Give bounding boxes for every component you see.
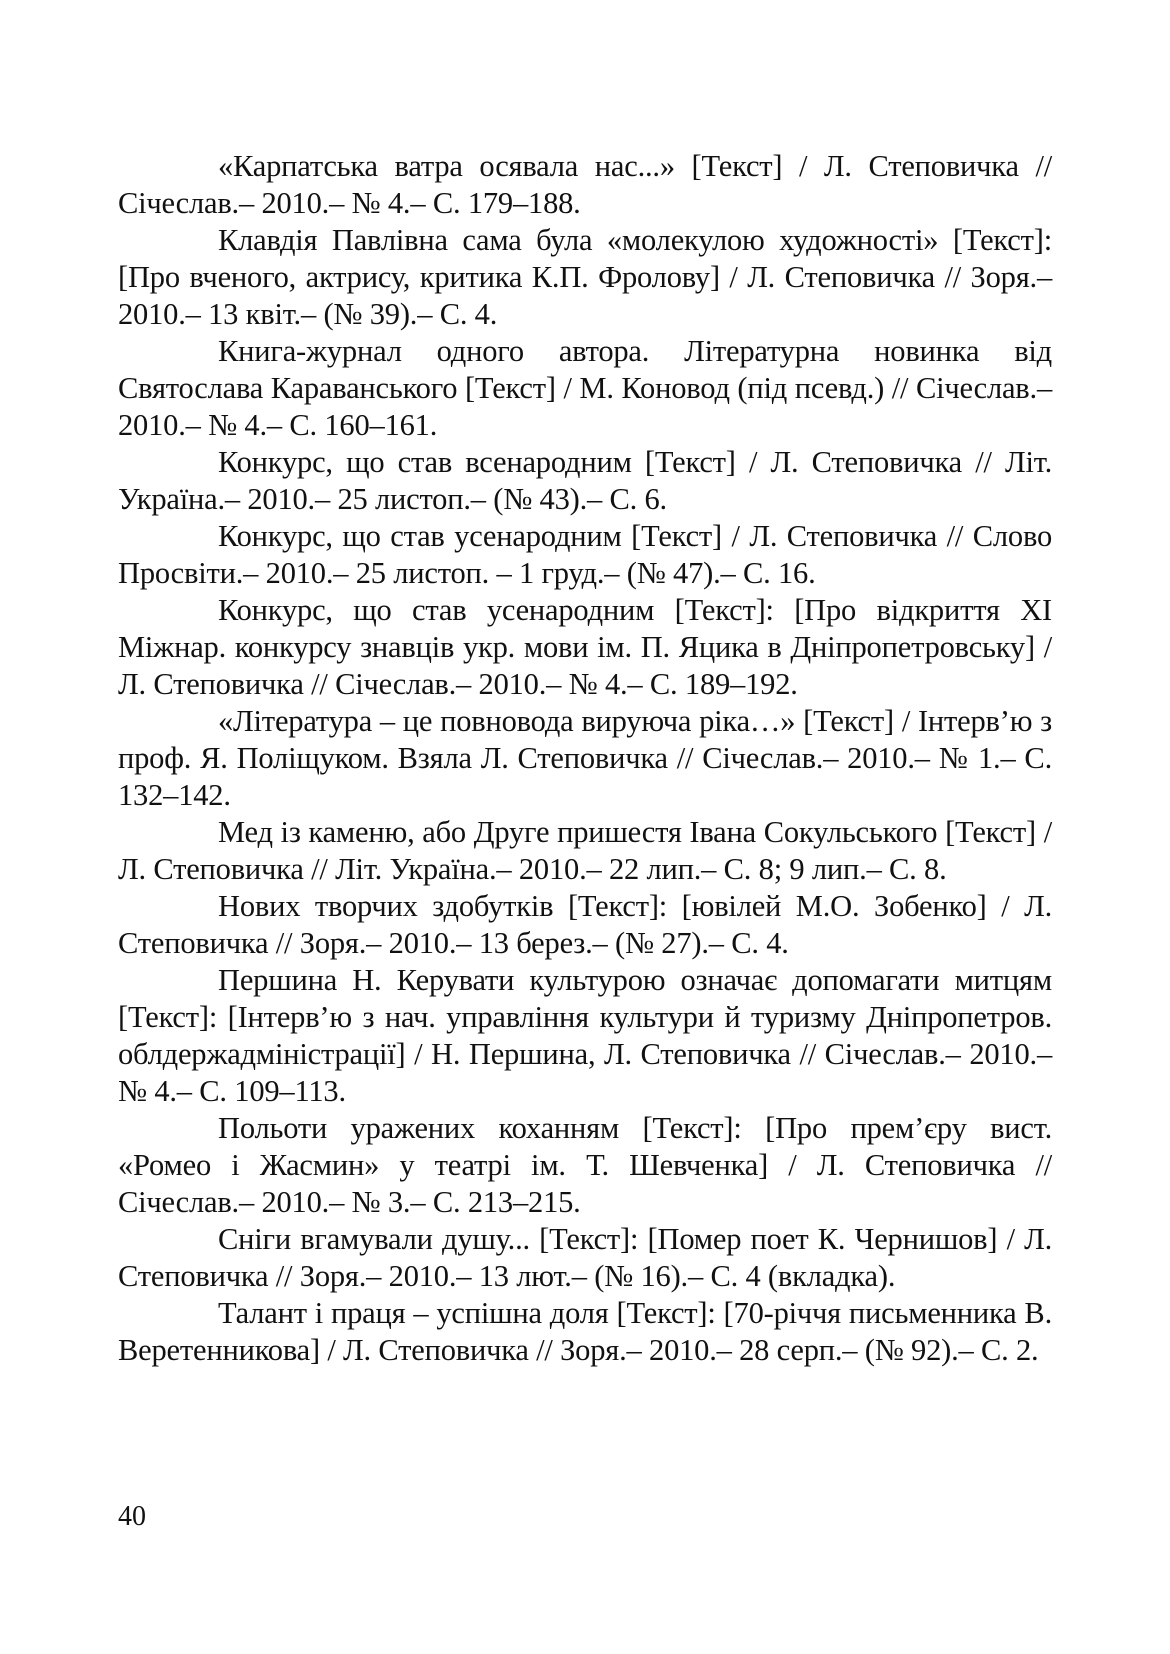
bibliography-entry: Книга-журнал одного автора. Літературна новинка від Святослава Караванського [Текст] / М. Коновод (під псевд.) // Січеслав.– 2010.– № 4.– С. 160–161. — [118, 334, 1052, 442]
bibliography-list — [118, 148, 1052, 1369]
page-number: 40 — [118, 1501, 146, 1532]
bibliography-entry: Конкурс, що став усенародним [Текст] / Л. Степовичка // Слово Просвіти.– 2010.– 25 листоп. – 1 груд.– (№ 47).– С. 16. — [118, 519, 1052, 590]
bibliography-entry: Талант і праця – успішна доля [Текст]: [70-річчя письменника В. Веретенникова] / Л. Степовичка // Зоря.– 2010.– 28 серп.– (№ 92).– С. 2. — [118, 1296, 1052, 1367]
bibliography-entry: Конкурс, що став усенародним [Текст]: [Про відкриття XI Міжнар. конкурсу знавців укр. мови ім. П. Яцика в Дніпропетровську] / Л. Степовичка // Січеслав.– 2010.– № 4.– С. 189–192. — [118, 593, 1052, 701]
bibliography-entry: Польоти уражених коханням [Текст]: [Про прем’єру вист. «Ромео і Жасмин» у театрі ім. Т. Шевченка] / Л. Степовичка // Січеслав.– 2010.– № 3.– С. 213–215. — [118, 1111, 1052, 1219]
bibliography-entry: Конкурс, що став всенародним [Текст] / Л. Степовичка // Літ. Україна.– 2010.– 25 листоп.– (№ 43).– С. 6. — [118, 445, 1052, 516]
bibliography-entry: Першина Н. Керувати культурою означає допомагати митцям [Текст]: [Інтерв’ю з нач. управління культури й туризму Дніпропетров. облдержадміністрації] / Н. Першина, Л. Степовичка // Січеслав.– 2010.– № 4.– С. 109–113. — [118, 963, 1052, 1108]
bibliography-entry: «Карпатська ватра осявала нас...» [Текст] / Л. Степовичка // Січеслав.– 2010.– № 4.– С. 179–188. — [118, 149, 1052, 220]
bibliography-entry: Клавдія Павлівна сама була «молекулою художності» [Текст]: [Про вченого, актрису, критика К.П. Фролову] / Л. Степовичка // Зоря.– 2010.– 13 квіт.– (№ 39).– С. 4. — [118, 223, 1052, 331]
bibliography-entry: Нових творчих здобутків [Текст]: [ювілей М.О. Зобенко] / Л. Степовичка // Зоря.– 2010.– 13 берез.– (№ 27).– С. 4. — [118, 889, 1052, 960]
bibliography-entry: Сніги вгамували душу... [Текст]: [Помер поет К. Чернишов] / Л. Степовичка // Зоря.– 2010.– 13 лют.– (№ 16).– С. 4 (вкладка). — [118, 1222, 1052, 1293]
bibliography-entry: «Література – це повновода вируюча ріка…» [Текст] / Інтерв’ю з проф. Я. Поліщуком. Взяла Л. Степовичка // Січеслав.– 2010.– № 1.– С. 132–142. — [118, 704, 1052, 812]
bibliography-entry: Мед із каменю, або Друге пришестя Івана Сокульського [Текст] / Л. Степовичка // Літ. Україна.– 2010.– 22 лип.– С. 8; 9 лип.– С. 8. — [118, 815, 1052, 886]
